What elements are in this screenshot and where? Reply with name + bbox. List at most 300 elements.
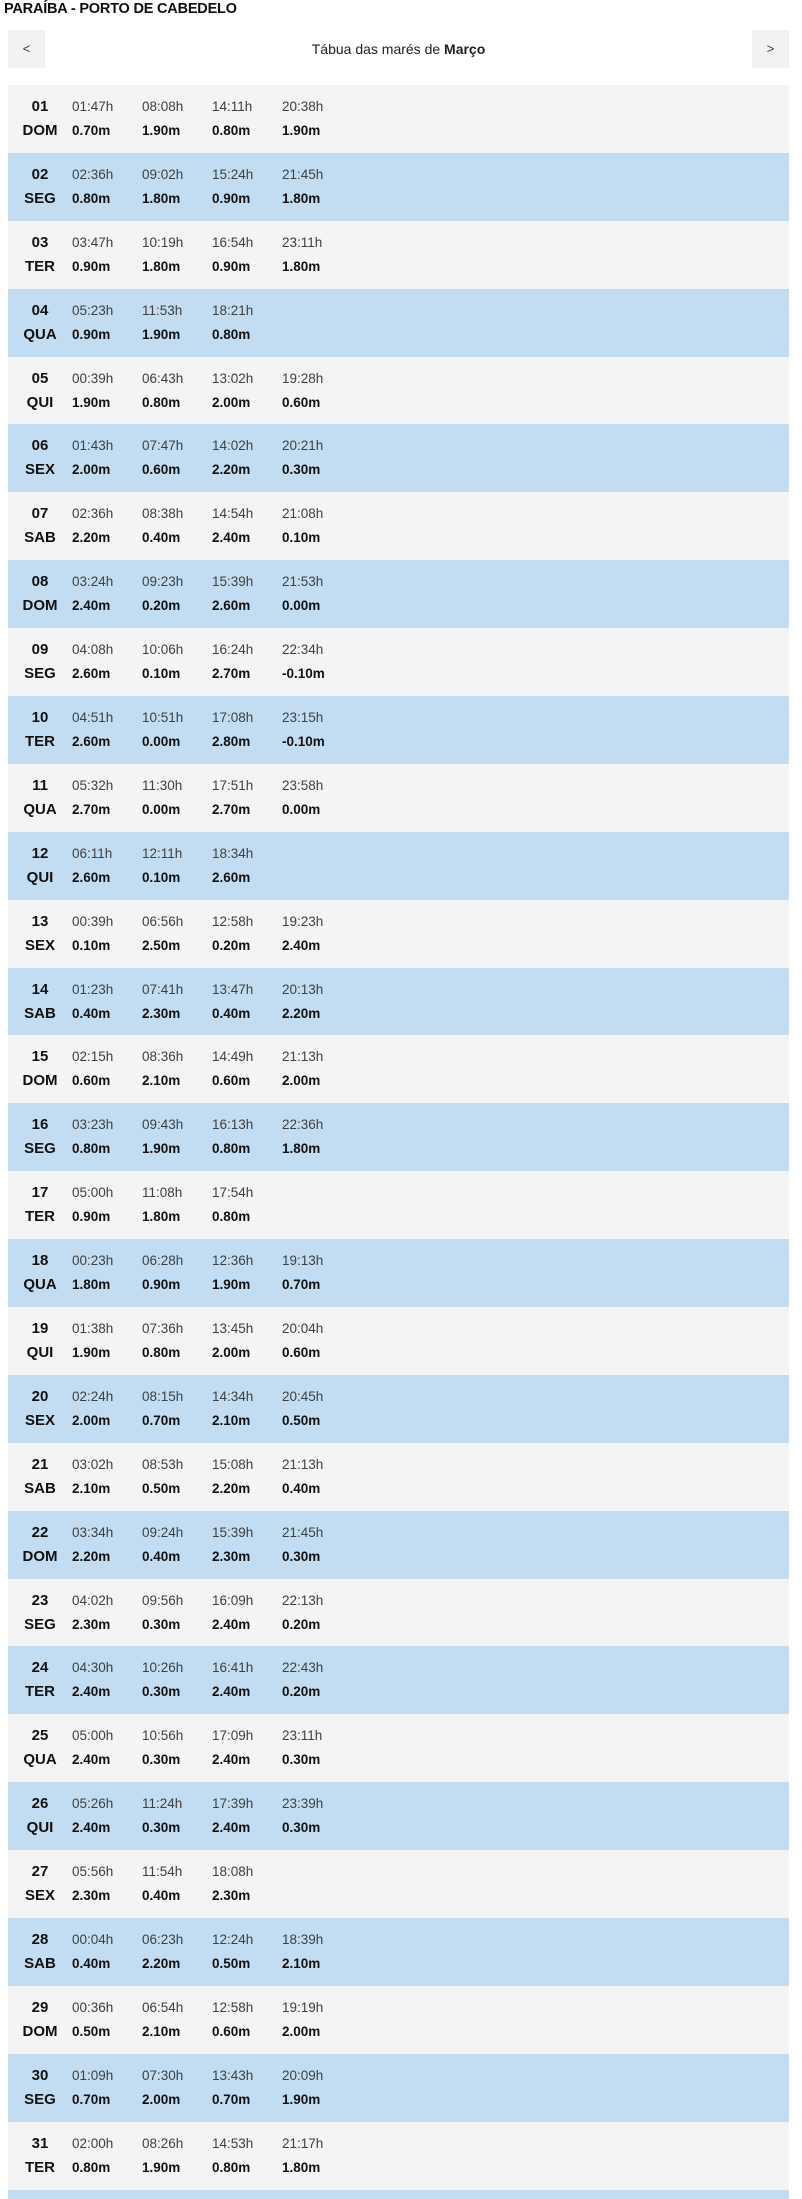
tide-entry	[72, 1656, 142, 1714]
tide-entry	[212, 434, 282, 492]
tide-time: 09:24h	[142, 1524, 184, 1540]
tide-entry	[282, 95, 352, 153]
tide-entry	[72, 1860, 142, 1918]
day-number: 27	[31, 1863, 49, 1881]
page-title: PARAÍBA - PORTO DE CABEDELO	[4, 1, 237, 17]
tide-entry	[142, 163, 212, 221]
tide-time: 20:09h	[282, 2067, 324, 2083]
tide-time: 19:23h	[282, 913, 324, 929]
tide-height: 2.30m	[212, 1888, 251, 1904]
weekday-label: QUA	[23, 1751, 57, 1769]
tide-entries	[72, 163, 352, 221]
tide-entry	[282, 978, 352, 1036]
tide-entry	[212, 1181, 282, 1239]
tide-entry	[142, 1249, 212, 1307]
tide-time: 01:38h	[72, 1321, 114, 1337]
tide-time: 20:04h	[282, 1321, 324, 1337]
tide-time: 01:09h	[72, 2067, 114, 2083]
tide-entry	[142, 1113, 212, 1171]
tide-height: 1.90m	[282, 123, 321, 138]
tide-time: 18:08h	[212, 1864, 254, 1880]
tide-entry	[142, 299, 212, 357]
tide-entry	[142, 1724, 212, 1782]
day-cell	[8, 1249, 72, 1307]
tide-time: 16:09h	[212, 1592, 254, 1608]
tide-time: 23:39h	[282, 1796, 324, 1812]
tide-row	[8, 1986, 789, 2054]
tide-entry	[72, 1792, 142, 1850]
tide-time: 22:36h	[282, 1117, 324, 1133]
tide-height: 0.80m	[142, 1345, 181, 1361]
tide-time: 10:56h	[142, 1728, 184, 1744]
tide-height: 0.00m	[282, 801, 321, 817]
tide-entry	[72, 1113, 142, 1171]
day-cell	[8, 1317, 72, 1375]
tide-entry	[142, 570, 212, 628]
tide-time: 00:39h	[72, 370, 114, 386]
tide-entries	[72, 1521, 352, 1579]
tide-height: 2.40m	[282, 937, 321, 953]
tide-height: 2.00m	[142, 2091, 181, 2107]
tide-time: 15:39h	[212, 1524, 254, 1540]
tide-height: 0.70m	[72, 2091, 111, 2107]
tide-entry	[282, 1996, 352, 2054]
tide-time: 09:56h	[142, 1592, 184, 1608]
tide-time: 11:08h	[142, 1185, 183, 1201]
tide-entries	[72, 1928, 352, 1986]
day-number: 12	[31, 844, 49, 862]
tide-time: 16:54h	[212, 234, 254, 250]
tide-entries	[72, 434, 352, 492]
tide-height: 0.50m	[72, 2023, 111, 2039]
tide-height: 0.10m	[282, 530, 321, 546]
weekday-label: QUA	[23, 800, 57, 818]
tide-height: 0.90m	[72, 326, 111, 342]
tide-height: 0.30m	[282, 1820, 321, 1836]
tide-entry	[72, 163, 142, 221]
weekday-label: SEG	[24, 2090, 56, 2108]
tide-time: 06:43h	[142, 370, 184, 386]
tide-time: 12:24h	[212, 1932, 254, 1948]
tide-entry	[72, 1385, 142, 1443]
tide-height: 0.90m	[212, 258, 251, 274]
day-number: 18	[31, 1252, 49, 1270]
tide-entry	[212, 570, 282, 628]
tide-entry	[212, 1656, 282, 1714]
tide-row	[8, 968, 789, 1036]
chevron-right-icon: >	[766, 41, 775, 56]
tide-time: 14:11h	[212, 99, 253, 114]
tide-height: 2.40m	[72, 1684, 111, 1700]
tide-time: 00:36h	[72, 1999, 114, 2015]
tide-entry	[72, 2132, 142, 2190]
tide-height: 2.00m	[212, 1345, 251, 1361]
tide-row	[8, 1375, 789, 1443]
tide-entries	[72, 1589, 352, 1647]
day-number: 17	[31, 1184, 49, 1202]
weekday-label: SAB	[24, 529, 56, 547]
day-cell	[8, 1928, 72, 1986]
tide-entry	[212, 367, 282, 425]
tide-entry	[282, 1589, 352, 1647]
tide-height: -0.10m	[282, 734, 325, 750]
day-number: 11	[32, 776, 48, 794]
tide-entry	[142, 95, 212, 153]
tide-entry	[72, 570, 142, 628]
day-cell	[8, 1045, 72, 1103]
tide-entry	[72, 1996, 142, 2054]
day-cell	[8, 1589, 72, 1647]
tide-time: 04:30h	[72, 1660, 114, 1676]
tide-entry	[72, 1045, 142, 1103]
tide-time: 13:02h	[212, 370, 254, 386]
weekday-label: SEG	[24, 1615, 56, 1633]
day-number: 13	[31, 912, 49, 930]
tide-height: 2.10m	[282, 1956, 321, 1972]
day-number: 16	[31, 1116, 49, 1134]
tide-table	[8, 85, 789, 2190]
tide-height: 0.70m	[72, 123, 111, 138]
tide-entry	[72, 1453, 142, 1511]
tide-height: 2.40m	[212, 1616, 251, 1632]
tide-entry	[282, 1045, 352, 1103]
tide-time: 06:28h	[142, 1253, 184, 1269]
tide-height: 1.80m	[282, 1141, 321, 1157]
tide-row	[8, 832, 789, 900]
tide-row	[8, 2054, 789, 2122]
tide-entry	[282, 502, 352, 560]
day-cell	[8, 1860, 72, 1918]
day-number: 09	[31, 641, 49, 659]
tide-entry	[282, 163, 352, 221]
tide-entry	[282, 706, 352, 764]
month-label: Março	[444, 41, 486, 57]
tide-row	[8, 696, 789, 764]
tide-time: 13:47h	[212, 981, 254, 997]
tide-entry	[142, 1521, 212, 1579]
day-cell	[8, 2132, 72, 2190]
tide-height: 2.00m	[212, 394, 251, 410]
tide-time: 07:47h	[142, 438, 184, 454]
tide-entry	[142, 1453, 212, 1511]
day-number: 15	[31, 1048, 49, 1066]
weekday-label: SEG	[24, 189, 56, 207]
tide-time: 05:00h	[72, 1185, 114, 1201]
day-number: 06	[31, 437, 49, 455]
tide-height: 2.00m	[72, 1412, 111, 1428]
day-number: 26	[31, 1795, 49, 1813]
weekday-label: DOM	[22, 1072, 58, 1090]
tide-entries	[72, 2132, 352, 2190]
tide-entry	[142, 1045, 212, 1103]
tide-time: 17:51h	[212, 777, 254, 793]
tide-height: 2.70m	[212, 666, 251, 682]
tide-entry	[142, 1385, 212, 1443]
tide-height: 0.40m	[212, 1005, 251, 1021]
tide-time: 07:30h	[142, 2067, 184, 2083]
tide-height: 2.30m	[142, 1005, 181, 1021]
tide-height: 2.30m	[72, 1888, 111, 1904]
tide-entry	[212, 842, 282, 900]
tide-time: 05:00h	[72, 1728, 114, 1744]
tide-height: 2.20m	[212, 462, 251, 478]
day-cell	[8, 502, 72, 560]
tide-time: 10:19h	[142, 234, 184, 250]
tide-time: 06:54h	[142, 1999, 184, 2015]
weekday-label: SEX	[24, 461, 55, 479]
tide-height: 1.80m	[142, 190, 181, 206]
tide-entries	[72, 1792, 352, 1850]
tide-time: 20:13h	[282, 981, 324, 997]
tide-time: 15:08h	[212, 1456, 254, 1472]
tide-entries	[72, 842, 282, 900]
tide-entry	[282, 1249, 352, 1307]
tide-time: 08:53h	[142, 1456, 184, 1472]
tide-time: 23:58h	[282, 777, 324, 793]
tide-entry	[142, 231, 212, 289]
day-cell	[8, 1113, 72, 1171]
day-cell	[8, 1996, 72, 2054]
tide-entry	[212, 1113, 282, 1171]
tide-time: 01:47h	[72, 99, 114, 114]
tide-entry	[282, 1521, 352, 1579]
tide-time: 13:45h	[212, 1321, 254, 1337]
day-cell	[8, 1453, 72, 1511]
tide-time: 00:04h	[72, 1932, 114, 1948]
tide-entry	[72, 1928, 142, 1986]
tide-time: 10:06h	[142, 642, 184, 658]
tide-entry	[142, 2064, 212, 2122]
tide-height: 1.90m	[72, 1345, 111, 1361]
tide-time: 22:13h	[282, 1592, 324, 1608]
tide-time: 15:24h	[212, 166, 254, 182]
day-number: 01	[31, 98, 49, 115]
tide-height: 0.80m	[72, 190, 111, 206]
tide-entry	[212, 231, 282, 289]
tide-row	[8, 1443, 789, 1511]
day-cell	[8, 1792, 72, 1850]
tide-time: 21:53h	[282, 574, 324, 590]
weekday-label: QUI	[26, 1344, 54, 1362]
weekday-label: SEG	[24, 1140, 56, 1158]
tide-time: 02:00h	[72, 2135, 114, 2151]
day-cell	[8, 706, 72, 764]
tide-time: 23:15h	[282, 710, 324, 726]
weekday-label: DOM	[22, 122, 58, 139]
tide-time: 05:32h	[72, 777, 114, 793]
tide-entry	[72, 978, 142, 1036]
tide-entry	[282, 2064, 352, 2122]
tide-height: 2.00m	[282, 2023, 321, 2039]
tide-row	[8, 2122, 789, 2190]
tide-entry	[212, 2132, 282, 2190]
tide-entries	[72, 367, 352, 425]
tide-entry	[282, 570, 352, 628]
tide-entry	[72, 1724, 142, 1782]
tide-time: 21:45h	[282, 166, 324, 182]
tide-height: 2.60m	[72, 869, 111, 885]
tide-height: 1.80m	[142, 258, 181, 274]
tide-entries	[72, 1317, 352, 1375]
tide-entry	[142, 1181, 212, 1239]
tide-time: 09:23h	[142, 574, 184, 590]
tide-height: 2.70m	[72, 801, 111, 817]
tide-entry	[142, 1996, 212, 2054]
day-cell	[8, 1181, 72, 1239]
tide-height: 0.30m	[142, 1752, 181, 1768]
table-caption-prefix: Tábua das marés de	[311, 41, 445, 57]
tide-time: 15:39h	[212, 574, 254, 590]
tide-height: 0.70m	[142, 1412, 181, 1428]
tide-height: 1.90m	[72, 394, 111, 410]
tide-time: 04:08h	[72, 642, 114, 658]
tide-entry	[72, 774, 142, 832]
day-number: 21	[31, 1455, 49, 1473]
tide-height: 1.80m	[142, 1209, 181, 1225]
weekday-label: SAB	[24, 1955, 56, 1973]
tide-time: 17:39h	[212, 1796, 254, 1812]
tide-entry	[72, 299, 142, 357]
day-number: 04	[31, 301, 49, 319]
tide-height: 0.80m	[212, 1209, 251, 1225]
tide-height: 2.30m	[72, 1616, 111, 1632]
tide-height: 0.70m	[212, 2091, 251, 2107]
tide-entry	[72, 502, 142, 560]
next-month-button[interactable]	[752, 30, 789, 68]
tide-entry	[212, 978, 282, 1036]
day-cell	[8, 367, 72, 425]
tide-entries	[72, 570, 352, 628]
tide-entry	[282, 231, 352, 289]
day-cell	[8, 299, 72, 357]
tide-time: 03:23h	[72, 1117, 114, 1133]
tide-height: 2.80m	[212, 734, 251, 750]
tide-entry	[72, 1589, 142, 1647]
tide-time: 02:24h	[72, 1388, 114, 1404]
tide-entry	[282, 1928, 352, 1986]
tide-height: 0.40m	[282, 1480, 321, 1496]
tide-height: 0.80m	[72, 2159, 111, 2175]
tide-time: 07:36h	[142, 1321, 184, 1337]
day-cell	[8, 1385, 72, 1443]
tide-height: 1.90m	[142, 326, 181, 342]
weekday-label: QUI	[26, 868, 54, 886]
tide-height: 2.00m	[282, 1073, 321, 1089]
tide-entries	[72, 978, 352, 1036]
tide-time: 16:13h	[212, 1117, 254, 1133]
tide-height: 2.10m	[212, 1412, 251, 1428]
tide-row	[8, 221, 789, 289]
tide-row	[8, 1918, 789, 1986]
tide-entry	[212, 1996, 282, 2054]
tide-entry	[142, 1928, 212, 1986]
tide-entries	[72, 706, 352, 764]
tide-time: 20:21h	[282, 438, 324, 454]
tide-entry	[212, 1792, 282, 1850]
day-number: 20	[31, 1387, 49, 1405]
tide-entry	[282, 1656, 352, 1714]
tide-height: 2.40m	[72, 598, 111, 614]
tide-entry	[212, 2064, 282, 2122]
tide-height: 2.20m	[72, 1548, 111, 1564]
tide-entries	[72, 231, 352, 289]
tide-row	[8, 357, 789, 425]
tide-entry	[142, 842, 212, 900]
tide-height: 0.90m	[142, 1277, 181, 1293]
tide-row	[8, 764, 789, 832]
tide-height: 0.60m	[282, 1345, 321, 1361]
tide-time: 09:02h	[142, 166, 184, 182]
day-number: 19	[31, 1320, 49, 1338]
tide-height: 0.50m	[212, 1956, 251, 1972]
tide-time: 12:58h	[212, 913, 254, 929]
tide-height: 0.40m	[72, 1956, 111, 1972]
tide-row	[8, 1511, 789, 1579]
tide-height: 0.20m	[212, 937, 251, 953]
day-number: 08	[31, 573, 49, 591]
weekday-label: SEG	[24, 665, 56, 683]
tide-entry	[282, 1792, 352, 1850]
tide-time: 06:56h	[142, 913, 184, 929]
tide-height: 2.60m	[72, 666, 111, 682]
tide-entry	[212, 1928, 282, 1986]
day-cell	[8, 774, 72, 832]
tide-height: 2.40m	[212, 1820, 251, 1836]
tide-time: 10:26h	[142, 1660, 184, 1676]
tide-entry	[282, 1385, 352, 1443]
tide-time: 19:28h	[282, 370, 324, 386]
tide-height: 0.00m	[142, 801, 181, 817]
tide-entry	[142, 1860, 212, 1918]
day-number: 25	[31, 1727, 49, 1745]
tide-entry	[212, 1724, 282, 1782]
tide-entry	[72, 95, 142, 153]
tide-time: 11:24h	[142, 1796, 183, 1812]
tide-entry	[212, 1249, 282, 1307]
tide-time: 18:34h	[212, 845, 254, 861]
day-number: 07	[31, 505, 49, 523]
tide-entries	[72, 1996, 352, 2054]
tide-height: 0.70m	[282, 1277, 321, 1293]
tide-height: 1.90m	[212, 1277, 251, 1293]
tide-time: 06:23h	[142, 1932, 184, 1948]
tide-entry	[212, 638, 282, 696]
tide-time: 20:38h	[282, 99, 324, 114]
tide-entry	[282, 367, 352, 425]
tide-row	[8, 1850, 789, 1918]
weekday-label: SAB	[24, 1004, 56, 1022]
tide-height: 2.20m	[212, 1480, 251, 1496]
prev-month-button[interactable]	[8, 30, 45, 68]
tide-entries	[72, 502, 352, 560]
tide-time: 14:53h	[212, 2135, 254, 2151]
tide-height: 2.40m	[212, 1752, 251, 1768]
tide-entry	[142, 367, 212, 425]
tide-time: 21:45h	[282, 1524, 324, 1540]
tide-entry	[72, 638, 142, 696]
tide-row	[8, 1035, 789, 1103]
tide-time: 21:13h	[282, 1456, 324, 1472]
tide-entry	[72, 231, 142, 289]
tide-row	[8, 1782, 789, 1850]
tide-time: 21:13h	[282, 1049, 324, 1065]
tide-height: 2.10m	[72, 1480, 111, 1496]
tide-entries	[72, 1113, 352, 1171]
weekday-label: QUA	[23, 325, 57, 343]
tide-entry	[212, 910, 282, 968]
tide-entry	[142, 774, 212, 832]
tide-entry	[282, 434, 352, 492]
